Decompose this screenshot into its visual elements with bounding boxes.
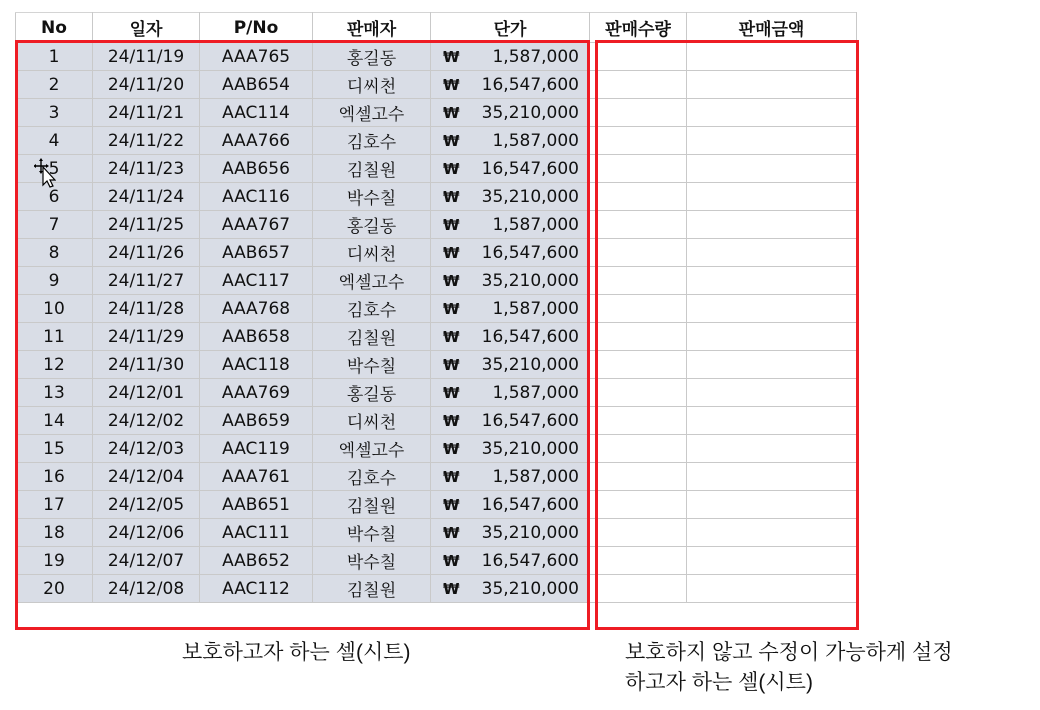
cell-seller[interactable]: 박수칠 — [313, 351, 431, 379]
cell-no[interactable]: 20 — [16, 575, 93, 603]
price-content — [431, 323, 589, 350]
cell-date[interactable]: 24/11/29 — [93, 323, 200, 351]
cell-seller[interactable]: 박수칠 — [313, 547, 431, 575]
cell-seller[interactable]: 디씨천 — [313, 407, 431, 435]
table-row — [16, 127, 857, 155]
price-content — [431, 99, 589, 126]
price-value: 1,587,000 — [492, 214, 579, 235]
table-row — [16, 547, 857, 575]
cell-no[interactable]: 15 — [16, 435, 93, 463]
cell-date[interactable]: 24/11/24 — [93, 183, 200, 211]
cell-seller[interactable]: 김칠원 — [313, 575, 431, 603]
price-value: 1,587,000 — [492, 382, 579, 403]
cell-amount[interactable] — [687, 379, 857, 407]
cell-no[interactable]: 14 — [16, 407, 93, 435]
cell-quantity[interactable] — [590, 155, 687, 183]
cell-price[interactable] — [431, 435, 590, 463]
price-content — [431, 435, 589, 462]
cell-amount[interactable] — [687, 519, 857, 547]
cell-date[interactable]: 24/12/06 — [93, 519, 200, 547]
cell-pno[interactable]: AAB651 — [200, 491, 313, 519]
cell-seller[interactable]: 김칠원 — [313, 323, 431, 351]
currency-symbol: ₩ — [443, 299, 460, 318]
cell-pno[interactable]: AAC114 — [200, 99, 313, 127]
currency-symbol: ₩ — [443, 551, 460, 570]
column-header[interactable]: 판매금액 — [687, 13, 857, 43]
cell-amount[interactable] — [687, 43, 857, 71]
table-row — [16, 519, 857, 547]
cell-date[interactable]: 24/11/28 — [93, 295, 200, 323]
currency-symbol: ₩ — [443, 103, 460, 122]
price-content — [431, 155, 589, 182]
cell-pno[interactable]: AAC118 — [200, 351, 313, 379]
cell-seller[interactable]: 김호수 — [313, 127, 431, 155]
currency-symbol: ₩ — [443, 495, 460, 514]
table-row — [16, 323, 857, 351]
cell-price[interactable] — [431, 155, 590, 183]
table-row — [16, 491, 857, 519]
cell-seller[interactable]: 디씨천 — [313, 239, 431, 267]
cell-seller[interactable]: 홍길동 — [313, 379, 431, 407]
cell-amount[interactable] — [687, 351, 857, 379]
price-value: 35,210,000 — [481, 270, 579, 291]
currency-symbol: ₩ — [443, 187, 460, 206]
price-value: 35,210,000 — [481, 578, 579, 599]
currency-symbol: ₩ — [443, 215, 460, 234]
cell-price[interactable] — [431, 295, 590, 323]
cell-price[interactable] — [431, 99, 590, 127]
cell-no[interactable]: 6 — [16, 183, 93, 211]
cell-no[interactable]: 2 — [16, 71, 93, 99]
cell-date[interactable]: 24/12/01 — [93, 379, 200, 407]
column-header[interactable]: No — [16, 13, 93, 43]
cell-no[interactable]: 10 — [16, 295, 93, 323]
price-content — [431, 295, 589, 322]
cell-date[interactable]: 24/12/03 — [93, 435, 200, 463]
cell-date[interactable]: 24/11/30 — [93, 351, 200, 379]
currency-symbol: ₩ — [443, 159, 460, 178]
cell-date[interactable]: 24/11/25 — [93, 211, 200, 239]
price-content — [431, 491, 589, 518]
cell-price[interactable] — [431, 575, 590, 603]
price-content — [431, 379, 589, 406]
cell-quantity[interactable] — [590, 463, 687, 491]
cell-no[interactable]: 13 — [16, 379, 93, 407]
table-body — [16, 43, 857, 603]
cell-no[interactable]: 4 — [16, 127, 93, 155]
cell-pno[interactable]: AAA767 — [200, 211, 313, 239]
cell-price[interactable] — [431, 519, 590, 547]
editable-caption — [625, 638, 953, 698]
cell-seller[interactable]: 김칠원 — [313, 491, 431, 519]
cell-pno[interactable]: AAA766 — [200, 127, 313, 155]
cell-pno[interactable]: AAB659 — [200, 407, 313, 435]
table-row — [16, 463, 857, 491]
currency-symbol: ₩ — [443, 439, 460, 458]
cell-amount[interactable] — [687, 463, 857, 491]
table-row — [16, 379, 857, 407]
cell-date[interactable]: 24/12/08 — [93, 575, 200, 603]
cell-price[interactable] — [431, 239, 590, 267]
cell-date[interactable]: 24/11/22 — [93, 127, 200, 155]
cell-quantity[interactable] — [590, 547, 687, 575]
price-value: 16,547,600 — [481, 410, 579, 431]
cell-pno[interactable]: AAC119 — [200, 435, 313, 463]
price-value: 16,547,600 — [481, 74, 579, 95]
price-content — [431, 463, 589, 490]
cell-price[interactable] — [431, 71, 590, 99]
table-row — [16, 71, 857, 99]
table-row — [16, 435, 857, 463]
price-content — [431, 407, 589, 434]
price-content — [431, 183, 589, 210]
price-content — [431, 211, 589, 238]
cell-pno[interactable]: AAA768 — [200, 295, 313, 323]
cell-amount[interactable] — [687, 323, 857, 351]
cell-no[interactable]: 1 — [16, 43, 93, 71]
cell-quantity[interactable] — [590, 183, 687, 211]
cell-pno[interactable]: AAB657 — [200, 239, 313, 267]
header-row — [16, 13, 857, 43]
price-value: 35,210,000 — [481, 522, 579, 543]
price-content — [431, 43, 589, 70]
price-value: 1,587,000 — [492, 130, 579, 151]
table-row — [16, 99, 857, 127]
price-value: 16,547,600 — [481, 326, 579, 347]
cell-no[interactable]: 17 — [16, 491, 93, 519]
cell-quantity[interactable] — [590, 295, 687, 323]
cell-amount[interactable] — [687, 267, 857, 295]
cell-date[interactable]: 24/12/05 — [93, 491, 200, 519]
price-value: 35,210,000 — [481, 438, 579, 459]
price-content — [431, 267, 589, 294]
cell-seller[interactable]: 김호수 — [313, 295, 431, 323]
protected-caption: 보호하고자 하는 셀(시트) — [182, 641, 411, 664]
cell-pno[interactable]: AAC112 — [200, 575, 313, 603]
currency-symbol: ₩ — [443, 383, 460, 402]
cell-price[interactable] — [431, 491, 590, 519]
cell-amount[interactable] — [687, 183, 857, 211]
cell-date[interactable]: 24/11/23 — [93, 155, 200, 183]
cell-quantity[interactable] — [590, 519, 687, 547]
cell-pno[interactable]: AAB652 — [200, 547, 313, 575]
cell-date[interactable]: 24/11/20 — [93, 71, 200, 99]
price-value: 16,547,600 — [481, 158, 579, 179]
cell-quantity[interactable] — [590, 491, 687, 519]
move-cursor-icon — [34, 158, 56, 188]
currency-symbol: ₩ — [443, 271, 460, 290]
currency-symbol: ₩ — [443, 523, 460, 542]
cell-amount[interactable] — [687, 435, 857, 463]
cell-amount[interactable] — [687, 295, 857, 323]
cell-date[interactable]: 24/11/21 — [93, 99, 200, 127]
currency-symbol: ₩ — [443, 47, 460, 66]
cell-amount[interactable] — [687, 547, 857, 575]
cell-seller[interactable]: 엑셀고수 — [313, 267, 431, 295]
cell-no[interactable]: 12 — [16, 351, 93, 379]
cell-no[interactable]: 5 — [16, 155, 93, 183]
price-content — [431, 71, 589, 98]
cell-seller[interactable]: 디씨천 — [313, 71, 431, 99]
cell-quantity[interactable] — [590, 379, 687, 407]
column-header[interactable]: P/No — [200, 13, 313, 43]
cell-amount[interactable] — [687, 407, 857, 435]
cell-quantity[interactable] — [590, 407, 687, 435]
cell-amount[interactable] — [687, 239, 857, 267]
cell-seller[interactable]: 엑셀고수 — [313, 99, 431, 127]
currency-symbol: ₩ — [443, 243, 460, 262]
cell-no[interactable]: 8 — [16, 239, 93, 267]
table-row — [16, 407, 857, 435]
column-header[interactable]: 일자 — [93, 13, 200, 43]
price-value: 35,210,000 — [481, 186, 579, 207]
price-content — [431, 127, 589, 154]
cell-seller[interactable]: 김호수 — [313, 463, 431, 491]
price-content — [431, 575, 589, 602]
price-value: 1,587,000 — [492, 298, 579, 319]
cell-no[interactable]: 9 — [16, 267, 93, 295]
cell-no[interactable]: 16 — [16, 463, 93, 491]
cell-pno[interactable]: AAC117 — [200, 267, 313, 295]
table-row — [16, 267, 857, 295]
column-header[interactable]: 판매수량 — [590, 13, 687, 43]
cell-price[interactable] — [431, 463, 590, 491]
cell-amount[interactable] — [687, 491, 857, 519]
cell-pno[interactable]: AAB658 — [200, 323, 313, 351]
table-row — [16, 183, 857, 211]
cell-quantity[interactable] — [590, 435, 687, 463]
cell-quantity[interactable] — [590, 127, 687, 155]
cell-quantity[interactable] — [590, 239, 687, 267]
cell-price[interactable] — [431, 547, 590, 575]
cell-date[interactable]: 24/12/07 — [93, 547, 200, 575]
column-header[interactable]: 단가 — [431, 13, 590, 43]
cell-seller[interactable]: 박수칠 — [313, 519, 431, 547]
table-row — [16, 155, 857, 183]
price-value: 16,547,600 — [481, 242, 579, 263]
cell-seller[interactable]: 박수칠 — [313, 183, 431, 211]
table-row — [16, 211, 857, 239]
table-row — [16, 43, 857, 71]
spreadsheet-table — [15, 12, 857, 603]
cell-price[interactable] — [431, 407, 590, 435]
currency-symbol: ₩ — [443, 411, 460, 430]
cell-pno[interactable]: AAC116 — [200, 183, 313, 211]
cell-pno[interactable]: AAA765 — [200, 43, 313, 71]
currency-symbol: ₩ — [443, 327, 460, 346]
cell-amount[interactable] — [687, 99, 857, 127]
price-value: 35,210,000 — [481, 354, 579, 375]
table-row — [16, 239, 857, 267]
cell-quantity[interactable] — [590, 267, 687, 295]
cell-pno[interactable]: AAB654 — [200, 71, 313, 99]
cell-pno[interactable]: AAA769 — [200, 379, 313, 407]
cell-amount[interactable] — [687, 71, 857, 99]
cell-quantity[interactable] — [590, 351, 687, 379]
cell-no[interactable]: 7 — [16, 211, 93, 239]
cell-date[interactable]: 24/11/27 — [93, 267, 200, 295]
editable-caption-line2: 하고자 하는 셀(시트) — [625, 671, 813, 694]
editable-caption-line1: 보호하지 않고 수정이 가능하게 설정 — [625, 641, 953, 664]
cell-price[interactable] — [431, 183, 590, 211]
cell-date[interactable]: 24/11/26 — [93, 239, 200, 267]
currency-symbol: ₩ — [443, 355, 460, 374]
column-header[interactable]: 판매자 — [313, 13, 431, 43]
cell-date[interactable]: 24/12/04 — [93, 463, 200, 491]
cell-seller[interactable]: 홍길동 — [313, 43, 431, 71]
cell-quantity[interactable] — [590, 575, 687, 603]
cell-no[interactable]: 18 — [16, 519, 93, 547]
cell-price[interactable] — [431, 351, 590, 379]
cell-date[interactable]: 24/12/02 — [93, 407, 200, 435]
price-content — [431, 519, 589, 546]
currency-symbol: ₩ — [443, 131, 460, 150]
cell-amount[interactable] — [687, 575, 857, 603]
cell-amount[interactable] — [687, 155, 857, 183]
cell-quantity[interactable] — [590, 43, 687, 71]
price-value: 16,547,600 — [481, 550, 579, 571]
cell-no[interactable]: 11 — [16, 323, 93, 351]
cell-price[interactable] — [431, 267, 590, 295]
cell-quantity[interactable] — [590, 211, 687, 239]
price-value: 1,587,000 — [492, 46, 579, 67]
cell-seller[interactable]: 홍길동 — [313, 211, 431, 239]
cell-seller[interactable]: 엑셀고수 — [313, 435, 431, 463]
table-row — [16, 575, 857, 603]
cell-pno[interactable]: AAA761 — [200, 463, 313, 491]
currency-symbol: ₩ — [443, 579, 460, 598]
currency-symbol: ₩ — [443, 467, 460, 486]
cell-price[interactable] — [431, 379, 590, 407]
cell-amount[interactable] — [687, 211, 857, 239]
cell-price[interactable] — [431, 43, 590, 71]
cell-quantity[interactable] — [590, 71, 687, 99]
cell-amount[interactable] — [687, 127, 857, 155]
cell-no[interactable]: 19 — [16, 547, 93, 575]
cell-date[interactable]: 24/11/19 — [93, 43, 200, 71]
table-row — [16, 351, 857, 379]
cell-pno[interactable]: AAB656 — [200, 155, 313, 183]
cell-price[interactable] — [431, 127, 590, 155]
table-row — [16, 295, 857, 323]
cell-quantity[interactable] — [590, 99, 687, 127]
price-content — [431, 351, 589, 378]
price-content — [431, 239, 589, 266]
cell-seller[interactable]: 김칠원 — [313, 155, 431, 183]
currency-symbol: ₩ — [443, 75, 460, 94]
price-value: 1,587,000 — [492, 466, 579, 487]
price-value: 16,547,600 — [481, 494, 579, 515]
cell-pno[interactable]: AAC111 — [200, 519, 313, 547]
cell-price[interactable] — [431, 211, 590, 239]
cell-price[interactable] — [431, 323, 590, 351]
price-value: 35,210,000 — [481, 102, 579, 123]
cell-quantity[interactable] — [590, 323, 687, 351]
price-content — [431, 547, 589, 574]
cell-no[interactable]: 3 — [16, 99, 93, 127]
